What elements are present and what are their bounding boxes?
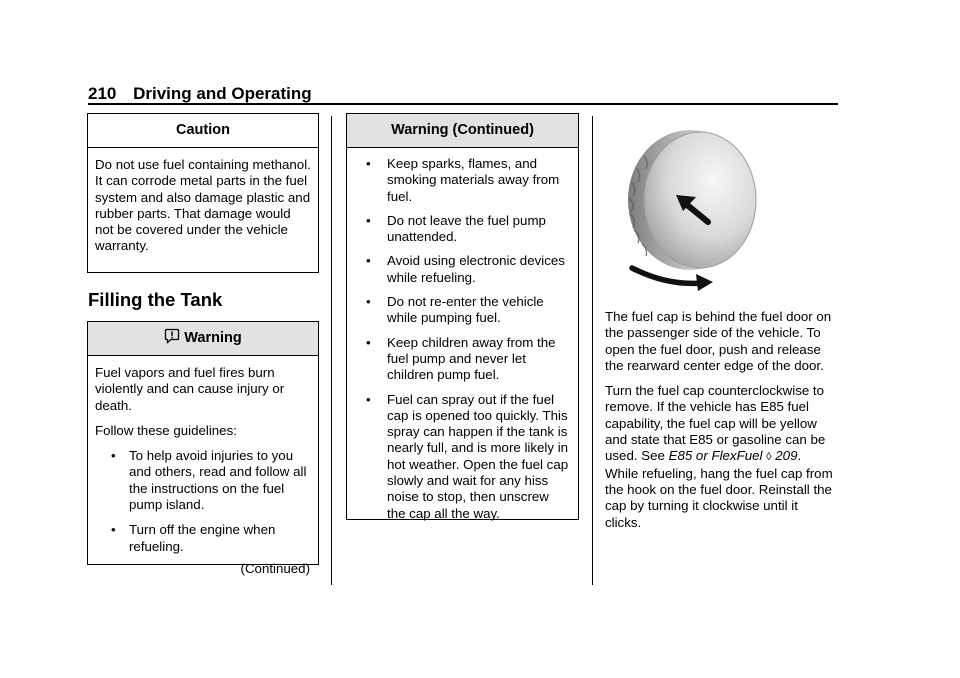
- right-column-text: [605, 309, 837, 540]
- bullet-glyph: •: [366, 212, 371, 228]
- list-item: [95, 522, 311, 555]
- warning-continued-body: [347, 148, 578, 522]
- caution-box: [87, 113, 319, 273]
- bullet-text: Avoid using electronic devices while refueling.: [387, 253, 565, 285]
- list-item: [354, 253, 571, 286]
- warning-body: [88, 356, 318, 577]
- column-divider-left: [331, 116, 332, 585]
- page-header: [88, 84, 838, 104]
- section-name: Driving and Operating: [133, 84, 312, 103]
- warning-box: [87, 321, 319, 576]
- bullet-text: Keep sparks, flames, and smoking materials away from fuel.: [387, 156, 560, 204]
- column-divider-right: [592, 116, 593, 585]
- bullet-glyph: •: [366, 253, 371, 269]
- warning-header: [88, 322, 318, 356]
- bullet-text: Keep children away from the fuel pump and never let children pump fuel.: [387, 334, 556, 383]
- page-number: 210: [88, 84, 117, 103]
- bullet-text: Fuel can spray out if the fuel cap is opened too quickly. This spray can happen if the tank is nearly full, and is more likely in hot weather. Open the fuel cap slowly and wait for any hiss noise to stop, then unscrew the cap all the way.: [387, 391, 569, 521]
- bullet-glyph: •: [366, 294, 371, 310]
- bullet-text: Do not re-enter the vehicle while pumping fuel.: [387, 294, 544, 326]
- crossref-page[interactable]: 209: [775, 448, 798, 464]
- warning-follow: Follow these guidelines:: [95, 422, 237, 438]
- warning-intro: Fuel vapors and fuel fires burn violently and can cause injury or death.: [95, 365, 285, 413]
- warning-bullet-list: [95, 448, 311, 555]
- caution-text: Do not use fuel containing methanol. It can corrode metal parts in the fuel system and also damage plastic and rubber parts. That damage would not be covered under the vehicle warranty.: [95, 157, 311, 254]
- list-item: [354, 294, 571, 327]
- warning-continued-box: [346, 113, 579, 520]
- caution-title: Caution: [88, 114, 318, 148]
- warning-title: Warning: [184, 330, 242, 346]
- warning-continued-bullet-list: [354, 156, 571, 522]
- fuel-cap-illustration-icon: [612, 120, 762, 295]
- list-item: [354, 392, 571, 522]
- bullet-text: To help avoid injuries to you and others, read and follow all the instructions on the fuel pump island.: [129, 448, 307, 513]
- continued-label: (Continued): [240, 560, 310, 576]
- warning-continued-title: Warning (Continued): [347, 114, 578, 148]
- bullet-glyph: •: [111, 522, 116, 538]
- crossref-symbol: ◊: [766, 451, 772, 464]
- paragraph-fuel-cap: [605, 383, 837, 531]
- list-item: [95, 448, 311, 513]
- caution-body: [88, 148, 318, 255]
- crossref-e85-link[interactable]: E85 or FlexFuel: [668, 448, 763, 464]
- bullet-glyph: •: [366, 334, 371, 350]
- paragraph-fuel-door: The fuel cap is behind the fuel door on the passenger side of the vehicle. To open the fuel door, push and release the rearward center edge of the door.: [605, 309, 832, 373]
- list-item: [354, 335, 571, 384]
- header-rule: [88, 103, 838, 105]
- rotate-arrow-icon: [632, 268, 713, 291]
- bullet-text: Do not leave the fuel pump unattended.: [387, 212, 546, 245]
- section-title: Filling the Tank: [88, 289, 223, 310]
- list-item: [354, 156, 571, 205]
- paragraph-fuel-cap-text-2: . While refueling, hang the fuel cap from the hook on the fuel door. Reinstall the cap by turning it clockwise until it clicks.: [605, 448, 833, 530]
- bullet-glyph: •: [366, 156, 371, 171]
- bullet-glyph: •: [111, 448, 116, 464]
- paragraph-fuel-cap-text-1: Turn the fuel cap counterclockwise to remove. If the vehicle has E85 fuel capability, the fuel cap will be yellow and state that E85 or gasoline can be used. See: [605, 383, 826, 464]
- bullet-glyph: •: [366, 391, 371, 407]
- warning-icon: [164, 328, 180, 344]
- bullet-text: Turn off the engine when refueling.: [129, 522, 276, 554]
- list-item: [354, 213, 571, 246]
